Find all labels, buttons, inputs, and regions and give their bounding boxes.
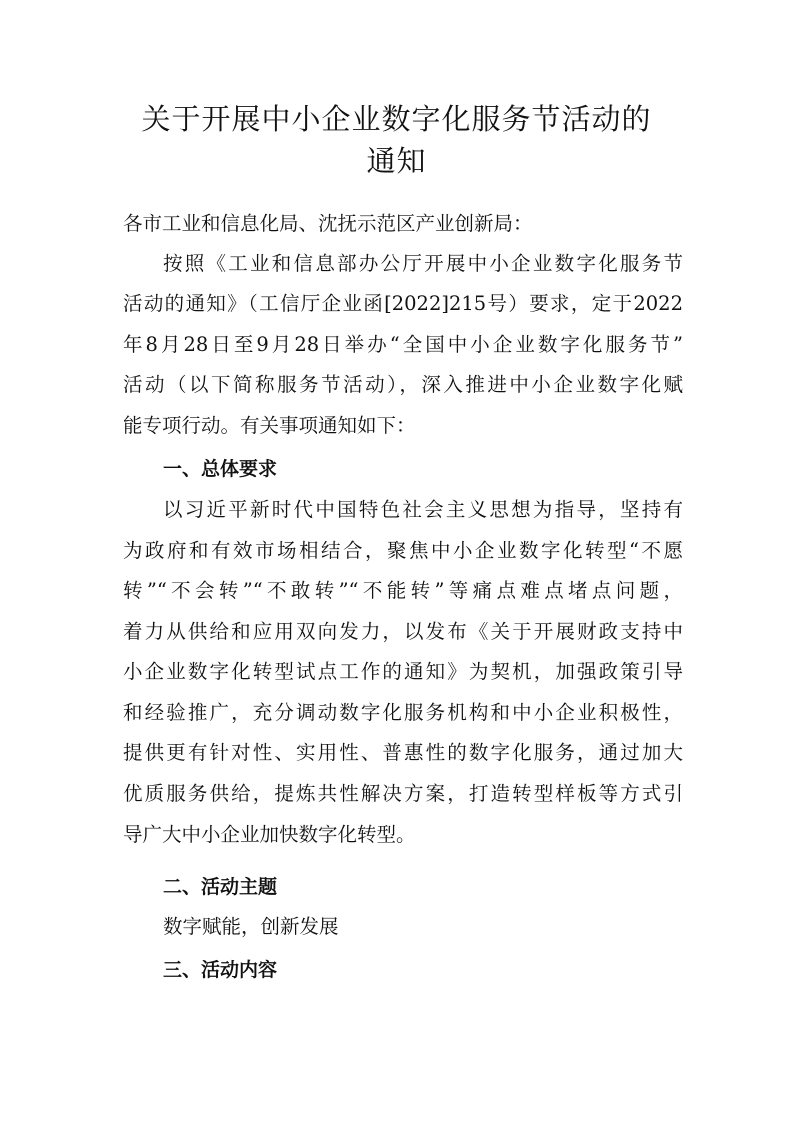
intro-line: 年8月28日至9月28日举办“全国中小企业数字化服务节” [123, 333, 683, 356]
intro-line: 活动的通知》（工信厅企业函[2022]215号）要求，定于2022 [123, 292, 683, 315]
section1-line: 以习近平新时代中国特色社会主义思想为指导，坚持有 [163, 498, 683, 521]
section-heading-activity-content: 三、活动内容 [163, 959, 278, 981]
document-title-line-1: 关于开展中小企业数字化服务节活动的 [141, 102, 652, 136]
section1-line: 导广大中小企业加快数字化转型。 [123, 823, 416, 846]
document-title-line-2: 通知 [366, 144, 427, 178]
intro-line: 活动（以下简称服务节活动），深入推进中小企业数字化赋 [123, 373, 683, 396]
section2-body: 数字赋能，创新发展 [163, 915, 339, 938]
section-heading-activity-theme: 二、活动主题 [163, 876, 278, 898]
section1-line: 转”“不会转”“不敢转”“不能转”等痛点难点堵点问题， [123, 579, 683, 602]
section1-line: 提供更有针对性、实用性、普惠性的数字化服务，通过加大 [123, 741, 683, 764]
section1-line: 小企业数字化转型试点工作的通知》为契机，加强政策引导 [123, 660, 683, 683]
section-heading-general-requirements: 一、总体要求 [163, 458, 278, 480]
section1-line: 优质服务供给，提炼共性解决方案，打造转型样板等方式引 [123, 782, 683, 805]
intro-line: 按照《工业和信息部办公厅开展中小企业数字化服务节 [163, 252, 683, 275]
intro-line: 能专项行动。有关事项通知如下： [123, 414, 416, 437]
section1-line: 和经验推广，充分调动数字化服务机构和中小企业积极性， [123, 701, 683, 724]
salutation: 各市工业和信息化局、沈抚示范区产业创新局： [123, 212, 533, 235]
section1-line: 为政府和有效市场相结合，聚焦中小企业数字化转型“不愿 [123, 539, 683, 562]
section1-line: 着力从供给和应用双向发力，以发布《关于开展财政支持中 [123, 620, 683, 643]
